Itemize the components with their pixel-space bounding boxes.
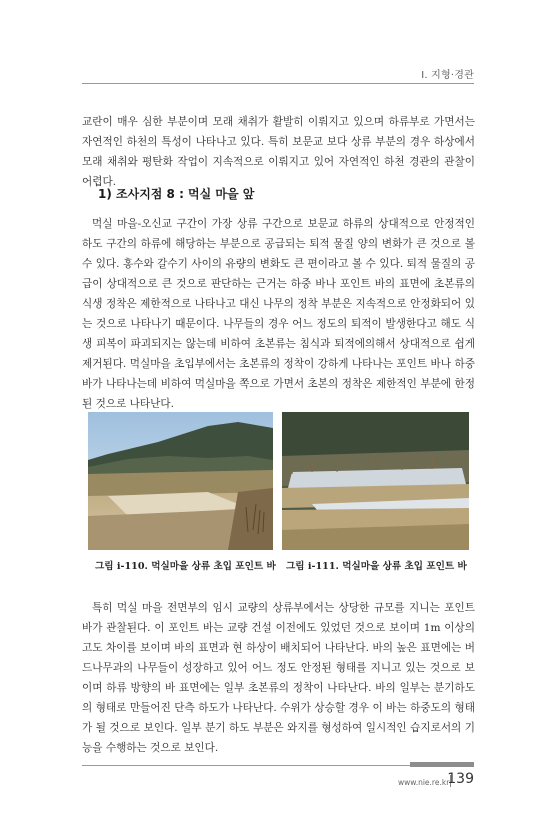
footer-website: www.nie.re.kr [398, 778, 450, 787]
figure-111-caption: 그림 ⅰ-111. 먹실마을 상류 초입 포인트 바 [286, 561, 467, 572]
header-divider [82, 83, 474, 84]
section-heading: 1) 조사지점 8 : 먹실 마을 앞 [98, 187, 255, 201]
footer-accent-bar [410, 762, 474, 767]
page-number: 139 [447, 771, 474, 787]
paragraph-intro: 교란이 매우 심한 부분이며 모래 채취가 활발히 이뤄지고 있으며 하류부로 가면서는 자연적인 하천의 특성이 나타나고 있다. 특히 보문교 보다 상류 부분의 경우 하상에서 모래 채취와 평탄화 작업이 지속적으로 이뤄지고 있어 자연적인 하천 경관의 관찰이 어렵다. [82, 116, 475, 188]
paragraph-point-bar: 특히 먹실 마을 전면부의 임시 교량의 상류부에서는 상당한 규모를 지니는 포인트 바가 관찰된다. 이 포인트 바는 교량 건설 이전에도 있었던 것으로 보이며 1m 이상의 고도 차이를 보이며 바의 표면과 현 하상이 배치되어 나타난다. 바의 높은 표면에는 버드나무과의 나무들이 성장하고 있어 어느 정도 안정된 형태를 지니고 있는 것으로 보이며 하류 방향의 바 표면에는 일부 초본류의 정착이 나타난다. 바의 일부는 분기하도의 형태로 만들어진 단측 하도가 나타난다. 수위가 상승할 경우 이 바는 하중도의 형태가 될 것으로 보인다. 일부 분기 하도 부분은 와지를 형성하여 일시적인 습지로서의 기능을 수행하는 것으로 보인다. [82, 602, 475, 754]
paragraph-site-description: 먹실 마을-오신교 구간이 가장 상류 구간으로 보문교 하류의 상대적으로 안정적인 하도 구간의 하류에 해당하는 부분으로 공급되는 퇴적 물질 양의 변화가 큰 것으로 볼 수 있다. 홍수와 갈수기 사이의 유량의 변화도 큰 편이라고 볼 수 있다. 퇴적 물질의 공급이 상대적으로 큰 것으로 판단하는 근거는 하중 바나 포인트 바의 표면에 초본류의 식생 정착은 제한적으로 나타나고 대신 나무의 정착 부분은 지속적으로 안정화되어 있는 것으로 나타나기 때문이다. 나무들의 경우 어느 정도의 퇴적이 발생한다고 해도 식생 피복이 파괴되지는 않는데 비하여 초본류는 침식과 퇴적에의해서 상대적으로 쉽게 제거된다. 먹실마을 초입부에서는 초본류의 정착이 강하게 나타나는 포인트 바나 하중 바가 나타나는데 비하여 먹실마을 쪽으로 가면서 초본의 정착은 제한적인 부분에 한정된 것으로 나타난다. [82, 218, 475, 410]
figure-110-caption: 그림 ⅰ-110. 먹실마을 상류 초입 포인트 바 [95, 561, 276, 572]
running-header: Ⅰ. 지형·경관 [421, 70, 474, 81]
figure-111-photo [282, 412, 469, 550]
figure-110-photo [88, 412, 273, 550]
